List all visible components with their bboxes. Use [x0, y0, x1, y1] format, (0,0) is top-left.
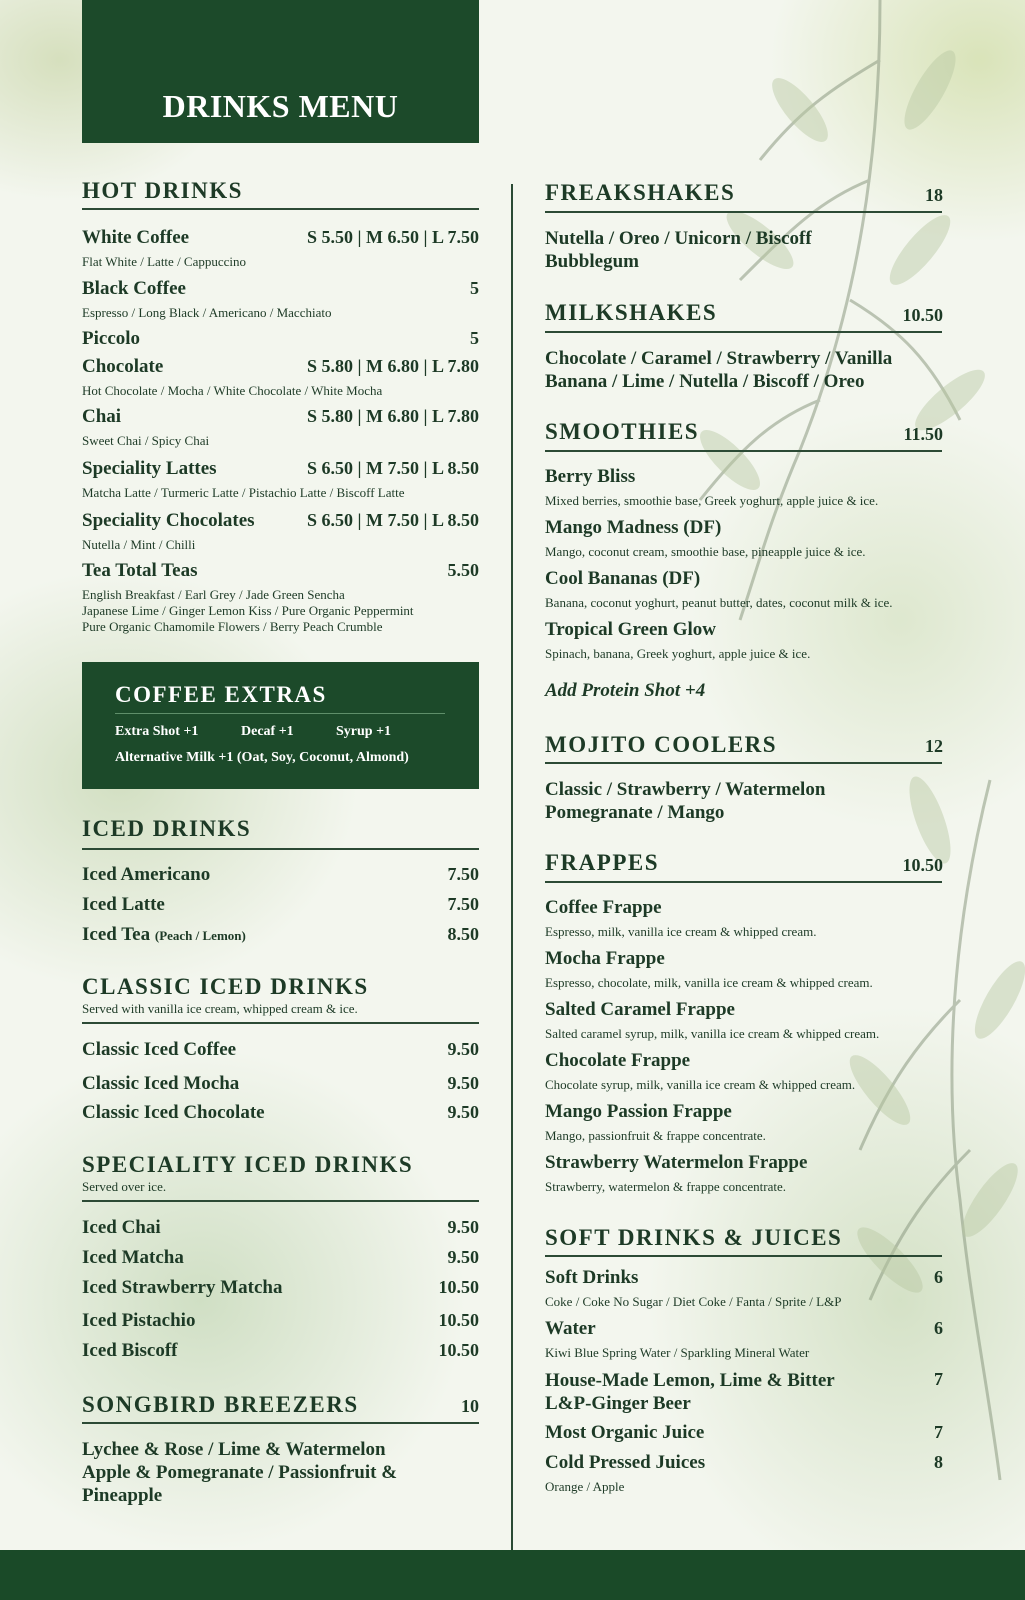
menu-item-desc: Coke / Coke No Sugar / Diet Coke / Fanta / Sprite / L&P	[545, 1294, 842, 1309]
milkshakes-options: Chocolate / Caramel / Strawberry / Vanilla Banana / Lime / Nutella / Biscoff / Oreo	[545, 348, 893, 392]
breezers-price: 10	[461, 1396, 479, 1416]
menu-item-desc: Espresso / Long Black / Americano / Macchiato	[82, 305, 332, 320]
menu-item-name: Strawberry Watermelon Frappe	[545, 1152, 808, 1173]
menu-item-price: 7.50	[447, 864, 479, 884]
mojito-price: 12	[925, 736, 943, 756]
menu-item-price: 5	[470, 328, 479, 348]
menu-item-price: 9.50	[447, 1217, 479, 1237]
menu-item-name: Mango Madness (DF)	[545, 517, 722, 538]
frappes-price: 10.50	[902, 855, 943, 875]
menu-item-desc: Kiwi Blue Spring Water / Sparkling Mineral Water	[545, 1345, 810, 1360]
smoothies-price: 11.50	[903, 424, 943, 444]
menu-item-price: S 5.50 | M 6.50 | L 7.50	[307, 227, 479, 247]
title-banner	[82, 0, 479, 143]
menu-item-name: Speciality Chocolates	[82, 510, 255, 531]
menu-item-desc: Flat White / Latte / Cappuccino	[82, 254, 247, 269]
menu-item-name: Black Coffee	[82, 278, 186, 299]
menu-item-price: 5.50	[447, 560, 479, 580]
menu-item-desc: Espresso, milk, vanilla ice cream & whipped cream.	[545, 924, 817, 939]
speciality-iced-heading: SPECIALITY ICED DRINKS	[82, 1152, 414, 1177]
menu-item-desc: Mixed berries, smoothie base, Greek yoghurt, apple juice & ice.	[545, 493, 879, 508]
speciality-iced-rule	[82, 1200, 479, 1202]
menu-item-price: 9.50	[447, 1102, 479, 1122]
alternative-milk: Alternative Milk +1 (Oat, Soy, Coconut, Almond)	[115, 750, 409, 765]
menu-item-desc: Spinach, banana, Greek yoghurt, apple juice & ice.	[545, 646, 811, 661]
menu-item-price: S 6.50 | M 7.50 | L 8.50	[307, 458, 479, 478]
menu-item-name: White Coffee	[82, 227, 190, 248]
menu-item-price: 8.50	[447, 924, 479, 944]
milkshakes-rule	[545, 331, 942, 333]
menu-item-name: Chocolate Frappe	[545, 1050, 691, 1071]
iced-drinks-rule	[82, 848, 479, 850]
coffee-extras-rule	[115, 713, 445, 714]
menu-item-name: Iced Biscoff	[82, 1340, 178, 1361]
menu-item-price: 10.50	[438, 1340, 479, 1360]
menu-item-name: Cool Bananas (DF)	[545, 568, 701, 589]
menu-item-price: 7	[934, 1369, 943, 1389]
column-divider	[511, 184, 513, 1550]
freakshakes-price: 18	[925, 185, 943, 205]
breezers-rule	[82, 1422, 479, 1424]
menu-item-name: Chocolate	[82, 356, 164, 377]
coffee-extras-box	[82, 662, 479, 789]
smoothies-rule	[545, 450, 942, 452]
frappes-rule	[545, 881, 942, 883]
classic-iced-heading: CLASSIC ICED DRINKS	[82, 974, 369, 999]
footer-bar	[0, 1550, 1025, 1600]
milkshakes-price: 10.50	[902, 305, 943, 325]
menu-item-name: House-Made Lemon, Lime & Bitter L&P-Ginger Beer	[545, 1370, 835, 1414]
menu-item-desc: Sweet Chai / Spicy Chai	[82, 433, 210, 448]
menu-item-desc: Orange / Apple	[545, 1479, 625, 1494]
menu-item-name: Mango Passion Frappe	[545, 1101, 732, 1122]
menu-item-desc: Mango, passionfruit & frappe concentrate.	[545, 1128, 766, 1143]
soft-drinks-rule	[545, 1255, 942, 1257]
menu-item-name: Berry Bliss	[545, 466, 636, 487]
menu-item-desc: Mango, coconut cream, smoothie base, pineapple juice & ice.	[545, 544, 866, 559]
milkshakes-heading: MILKSHAKES	[545, 300, 718, 325]
menu-item-price: 6	[934, 1267, 943, 1287]
menu-item-name: Most Organic Juice	[545, 1422, 705, 1443]
coffee-extras-heading: COFFEE EXTRAS	[115, 682, 327, 707]
menu-item-price: 10.50	[438, 1310, 479, 1330]
menu-item-price: 6	[934, 1318, 943, 1338]
menu-item-name: Water	[545, 1318, 596, 1339]
menu-item-desc: Nutella / Mint / Chilli	[82, 537, 196, 552]
menu-item-price: 9.50	[447, 1073, 479, 1093]
menu-item-price: 5	[470, 278, 479, 298]
menu-item-price: 9.50	[447, 1247, 479, 1267]
menu-item-desc: Chocolate syrup, milk, vanilla ice cream & whipped cream.	[545, 1077, 856, 1092]
breezers-heading: SONGBIRD BREEZERS	[82, 1392, 359, 1417]
menu-item-price: S 5.80 | M 6.80 | L 7.80	[307, 406, 479, 426]
menu-item-price: 10.50	[438, 1277, 479, 1297]
menu-item-name: Classic Iced Chocolate	[82, 1102, 265, 1123]
menu-item-price: S 6.50 | M 7.50 | L 8.50	[307, 510, 479, 530]
menu-item-name: Iced Latte	[82, 894, 165, 915]
menu-item-desc: Banana, coconut yoghurt, peanut butter, dates, coconut milk & ice.	[545, 595, 893, 610]
menu-item-name: Classic Iced Coffee	[82, 1039, 237, 1060]
hot-drinks-heading: HOT DRINKS	[82, 178, 243, 203]
decaf: Decaf +1	[241, 724, 294, 739]
menu-item-desc: English Breakfast / Earl Grey / Jade Green Sencha Japanese Lime / Ginger Lemon Kiss / Pure Organic Peppermint Pure Organic Chamomile Flowers / Berry Peach Crumble	[82, 587, 414, 634]
classic-iced-rule	[82, 1022, 479, 1024]
menu-item-name: Tea Total Teas	[82, 560, 198, 581]
menu-item-price: S 5.80 | M 6.80 | L 7.80	[307, 356, 479, 376]
menu-item-desc: Salted caramel syrup, milk, vanilla ice cream & whipped cream.	[545, 1026, 880, 1041]
menu-item-name: Tropical Green Glow	[545, 619, 716, 640]
menu-item-name: Iced Matcha	[82, 1247, 184, 1268]
breezers-options: Lychee & Rose / Lime & Watermelon Apple & Pomegranate / Passionfruit & Pineapple	[82, 1439, 398, 1506]
extra-shot: Extra Shot +1	[115, 724, 199, 739]
classic-iced-subtitle: Served with vanilla ice cream, whipped cream & ice.	[82, 1001, 358, 1016]
smoothies-heading: SMOOTHIES	[545, 419, 700, 444]
menu-item-name	[82, 924, 246, 946]
freakshakes-rule	[545, 211, 942, 213]
menu-item-name: Piccolo	[82, 328, 141, 349]
menu-item-name: Iced Pistachio	[82, 1310, 196, 1331]
hot-drinks-rule	[82, 208, 479, 210]
protein-addon: Add Protein Shot +4	[545, 680, 706, 701]
menu-item-name: Iced Strawberry Matcha	[82, 1277, 283, 1298]
menu-item-name-text: Iced Tea	[82, 924, 151, 945]
syrup: Syrup +1	[336, 724, 392, 739]
iced-drinks-heading: ICED DRINKS	[82, 816, 252, 841]
menu-item-note: (Peach / Lemon)	[154, 928, 246, 943]
menu-item-price: 7.50	[447, 894, 479, 914]
menu-item-name: Coffee Frappe	[545, 897, 662, 918]
menu-item-desc: Strawberry, watermelon & frappe concentrate.	[545, 1179, 786, 1194]
menu-item-name: Salted Caramel Frappe	[545, 999, 735, 1020]
menu-item-price: 8	[934, 1452, 943, 1472]
menu-item-desc: Espresso, chocolate, milk, vanilla ice cream & whipped cream.	[545, 975, 873, 990]
freakshakes-heading: FREAKSHAKES	[545, 180, 736, 205]
menu-item-name: Iced Americano	[82, 864, 211, 885]
menu-item-name: Cold Pressed Juices	[545, 1452, 706, 1473]
menu-item-name: Mocha Frappe	[545, 948, 665, 969]
soft-drinks-heading: SOFT DRINKS & JUICES	[545, 1225, 843, 1250]
menu-item-name: Soft Drinks	[545, 1267, 639, 1288]
menu-title: DRINKS MENU	[162, 88, 399, 124]
menu-item-desc: Matcha Latte / Turmeric Latte / Pistachio Latte / Biscoff Latte	[82, 485, 405, 500]
freakshakes-options: Nutella / Oreo / Unicorn / Biscoff Bubblegum	[545, 228, 812, 272]
menu-item-name: Iced Chai	[82, 1217, 161, 1238]
mojito-rule	[545, 762, 942, 764]
menu-item-name: Chai	[82, 406, 122, 427]
speciality-iced-subtitle: Served over ice.	[82, 1179, 167, 1194]
menu-item-price: 7	[934, 1422, 943, 1442]
frappes-heading: FRAPPES	[545, 850, 659, 875]
mojito-heading: MOJITO COOLERS	[545, 732, 778, 757]
mojito-options: Classic / Strawberry / Watermelon Pomegranate / Mango	[545, 779, 826, 823]
menu-item-name: Classic Iced Mocha	[82, 1073, 240, 1094]
menu-item-price: 9.50	[447, 1039, 479, 1059]
menu-item-name: Speciality Lattes	[82, 458, 217, 479]
menu-item-desc: Hot Chocolate / Mocha / White Chocolate / White Mocha	[82, 383, 383, 398]
